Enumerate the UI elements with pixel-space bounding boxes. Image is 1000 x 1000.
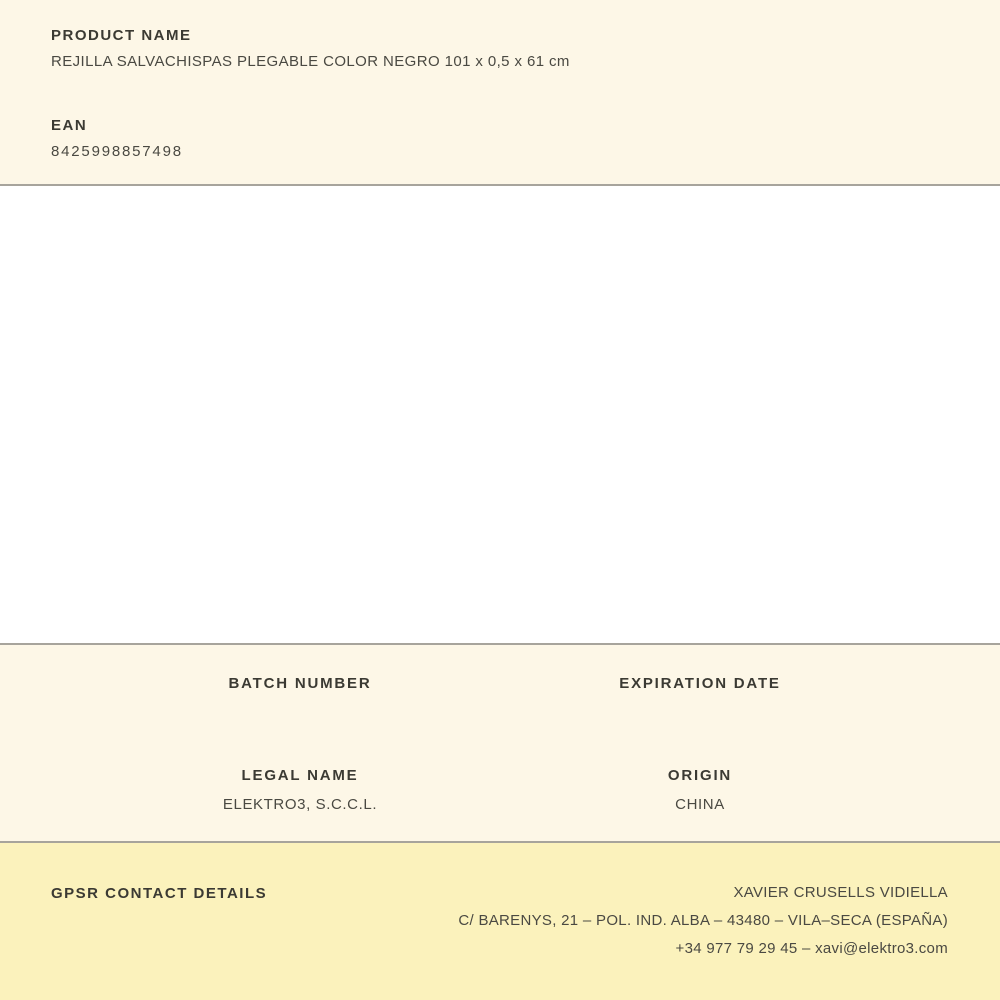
expiration-date-value — [500, 704, 900, 705]
gpsr-contact-title: GPSR CONTACT DETAILS — [51, 885, 268, 902]
empty-content-area — [0, 186, 1000, 645]
traceability-grid — [100, 645, 900, 814]
expiration-date-field — [500, 675, 900, 705]
gpsr-contact-section — [0, 843, 1000, 1000]
contact-person-line: XAVIER CRUSELLS VIDIELLA — [733, 884, 948, 901]
product-name-field — [51, 27, 949, 71]
contact-phone-email-line: +34 977 79 29 45 – xavi@elektro3.com — [675, 940, 948, 957]
product-name-value: REJILLA SALVACHISPAS PLEGABLE COLOR NEGRO 101 x 0,5 x 61 cm — [51, 53, 570, 70]
product-name-label: PRODUCT NAME — [51, 27, 192, 44]
origin-label: ORIGIN — [667, 767, 733, 784]
batch-number-label: BATCH NUMBER — [228, 675, 372, 692]
ean-label: EAN — [51, 117, 88, 134]
ean-field — [51, 117, 949, 161]
batch-number-field — [100, 675, 500, 705]
product-info-section — [0, 0, 1000, 186]
traceability-section — [0, 645, 1000, 843]
legal-name-label: LEGAL NAME — [241, 767, 359, 784]
batch-number-value — [100, 704, 500, 705]
gpsr-contact-details — [458, 879, 948, 963]
origin-value: CHINA — [675, 796, 725, 813]
contact-address-line: C/ BARENYS, 21 – POL. IND. ALBA – 43480 – VILA–SECA (ESPAÑA) — [458, 912, 948, 929]
legal-name-value: ELEKTRO3, S.C.C.L. — [222, 796, 378, 813]
ean-value: 8425998857498 — [51, 143, 183, 160]
expiration-date-label: EXPIRATION DATE — [619, 675, 781, 692]
origin-field — [500, 767, 900, 814]
legal-name-field — [100, 767, 500, 814]
